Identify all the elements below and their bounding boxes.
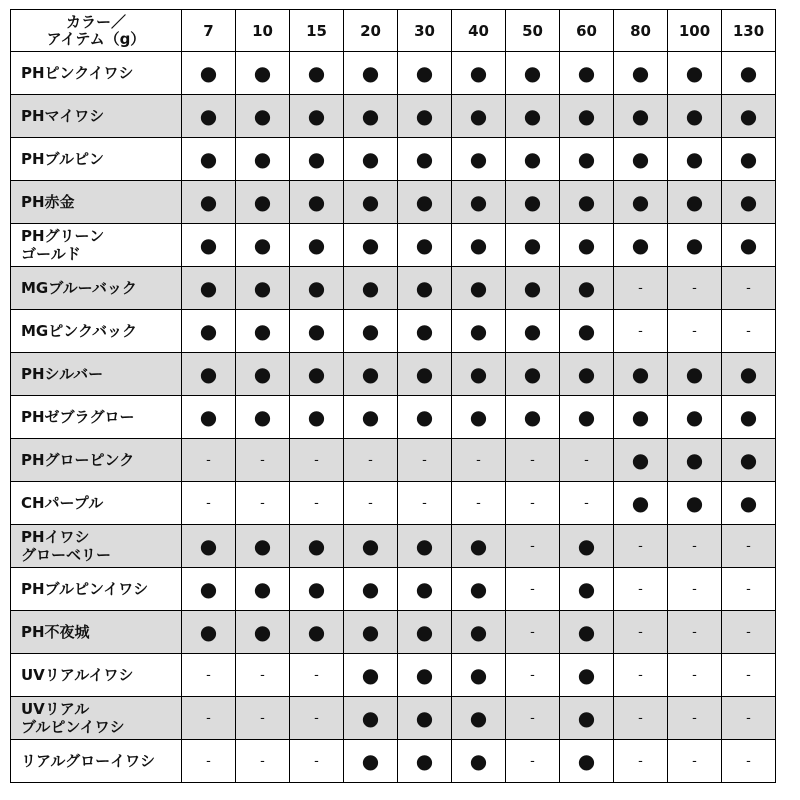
available-mark: ● <box>506 396 560 439</box>
available-mark: ● <box>182 396 236 439</box>
available-mark: ● <box>398 138 452 181</box>
unavailable-mark: - <box>722 740 776 783</box>
unavailable-mark: - <box>722 267 776 310</box>
color-name-cell: CHパープル <box>11 482 182 525</box>
available-mark: ● <box>236 224 290 267</box>
weight-header-8: 80 <box>614 10 668 52</box>
available-mark: ● <box>182 95 236 138</box>
available-mark: ● <box>398 568 452 611</box>
unavailable-mark: - <box>398 482 452 525</box>
available-mark: ● <box>344 224 398 267</box>
color-availability-table <box>10 9 776 783</box>
unavailable-mark: - <box>506 525 560 568</box>
unavailable-mark: - <box>722 310 776 353</box>
unavailable-mark: - <box>182 439 236 482</box>
available-mark: ● <box>560 181 614 224</box>
available-mark: ● <box>290 353 344 396</box>
available-mark: ● <box>398 396 452 439</box>
available-mark: ● <box>344 611 398 654</box>
available-mark: ● <box>560 611 614 654</box>
unavailable-mark: - <box>668 697 722 740</box>
available-mark: ● <box>506 138 560 181</box>
available-mark: ● <box>668 439 722 482</box>
unavailable-mark: - <box>506 740 560 783</box>
available-mark: ● <box>560 396 614 439</box>
available-mark: ● <box>398 611 452 654</box>
unavailable-mark: - <box>614 310 668 353</box>
available-mark: ● <box>722 439 776 482</box>
weight-header-9: 100 <box>668 10 722 52</box>
unavailable-mark: - <box>722 611 776 654</box>
table-row <box>11 568 776 611</box>
color-name-cell: PHイワシ グローベリー <box>11 525 182 568</box>
available-mark: ● <box>290 310 344 353</box>
table-row <box>11 181 776 224</box>
available-mark: ● <box>560 310 614 353</box>
available-mark: ● <box>452 310 506 353</box>
unavailable-mark: - <box>614 740 668 783</box>
unavailable-mark: - <box>236 697 290 740</box>
available-mark: ● <box>452 654 506 697</box>
available-mark: ● <box>344 697 398 740</box>
available-mark: ● <box>344 52 398 95</box>
unavailable-mark: - <box>614 568 668 611</box>
unavailable-mark: - <box>668 568 722 611</box>
color-name-cell: PHマイワシ <box>11 95 182 138</box>
available-mark: ● <box>722 482 776 525</box>
table-row <box>11 138 776 181</box>
available-mark: ● <box>668 353 722 396</box>
available-mark: ● <box>506 52 560 95</box>
unavailable-mark: - <box>290 654 344 697</box>
unavailable-mark: - <box>668 310 722 353</box>
unavailable-mark: - <box>236 740 290 783</box>
available-mark: ● <box>452 224 506 267</box>
color-name-cell: PH赤金 <box>11 181 182 224</box>
unavailable-mark: - <box>452 439 506 482</box>
available-mark: ● <box>506 267 560 310</box>
unavailable-mark: - <box>182 654 236 697</box>
color-name-cell: PHブルピンイワシ <box>11 568 182 611</box>
available-mark: ● <box>398 310 452 353</box>
unavailable-mark: - <box>614 654 668 697</box>
available-mark: ● <box>452 611 506 654</box>
available-mark: ● <box>398 740 452 783</box>
unavailable-mark: - <box>290 740 344 783</box>
weight-header-3: 20 <box>344 10 398 52</box>
unavailable-mark: - <box>506 697 560 740</box>
available-mark: ● <box>560 52 614 95</box>
available-mark: ● <box>290 224 344 267</box>
table-row <box>11 267 776 310</box>
available-mark: ● <box>182 310 236 353</box>
unavailable-mark: - <box>668 267 722 310</box>
unavailable-mark: - <box>722 697 776 740</box>
available-mark: ● <box>290 525 344 568</box>
available-mark: ● <box>398 654 452 697</box>
unavailable-mark: - <box>236 482 290 525</box>
available-mark: ● <box>614 138 668 181</box>
available-mark: ● <box>722 52 776 95</box>
available-mark: ● <box>236 525 290 568</box>
available-mark: ● <box>560 740 614 783</box>
available-mark: ● <box>614 224 668 267</box>
available-mark: ● <box>560 95 614 138</box>
weight-header-2: 15 <box>290 10 344 52</box>
available-mark: ● <box>344 568 398 611</box>
available-mark: ● <box>344 396 398 439</box>
weight-header-5: 40 <box>452 10 506 52</box>
available-mark: ● <box>614 353 668 396</box>
available-mark: ● <box>236 138 290 181</box>
available-mark: ● <box>668 138 722 181</box>
unavailable-mark: - <box>236 439 290 482</box>
weight-header-0: 7 <box>182 10 236 52</box>
available-mark: ● <box>236 52 290 95</box>
available-mark: ● <box>236 181 290 224</box>
available-mark: ● <box>560 654 614 697</box>
available-mark: ● <box>344 95 398 138</box>
table-row <box>11 224 776 267</box>
table-row <box>11 482 776 525</box>
available-mark: ● <box>182 267 236 310</box>
available-mark: ● <box>290 95 344 138</box>
available-mark: ● <box>398 353 452 396</box>
available-mark: ● <box>344 525 398 568</box>
unavailable-mark: - <box>668 654 722 697</box>
table-body <box>11 52 776 783</box>
available-mark: ● <box>398 697 452 740</box>
available-mark: ● <box>722 353 776 396</box>
available-mark: ● <box>182 181 236 224</box>
available-mark: ● <box>668 181 722 224</box>
available-mark: ● <box>182 611 236 654</box>
available-mark: ● <box>236 353 290 396</box>
weight-header-10: 130 <box>722 10 776 52</box>
unavailable-mark: - <box>344 482 398 525</box>
available-mark: ● <box>182 353 236 396</box>
weight-header-7: 60 <box>560 10 614 52</box>
available-mark: ● <box>614 396 668 439</box>
color-name-cell: PH不夜城 <box>11 611 182 654</box>
available-mark: ● <box>668 52 722 95</box>
available-mark: ● <box>668 224 722 267</box>
available-mark: ● <box>560 267 614 310</box>
available-mark: ● <box>236 568 290 611</box>
available-mark: ● <box>182 224 236 267</box>
available-mark: ● <box>290 611 344 654</box>
available-mark: ● <box>290 267 344 310</box>
available-mark: ● <box>722 224 776 267</box>
available-mark: ● <box>722 396 776 439</box>
available-mark: ● <box>614 482 668 525</box>
available-mark: ● <box>452 568 506 611</box>
unavailable-mark: - <box>182 697 236 740</box>
unavailable-mark: - <box>614 267 668 310</box>
available-mark: ● <box>614 52 668 95</box>
available-mark: ● <box>398 52 452 95</box>
available-mark: ● <box>344 654 398 697</box>
table-row <box>11 353 776 396</box>
table-row <box>11 95 776 138</box>
available-mark: ● <box>452 52 506 95</box>
available-mark: ● <box>452 525 506 568</box>
color-name-cell: MGピンクバック <box>11 310 182 353</box>
color-name-cell: PHグローピンク <box>11 439 182 482</box>
available-mark: ● <box>452 181 506 224</box>
available-mark: ● <box>398 224 452 267</box>
weight-header-6: 50 <box>506 10 560 52</box>
available-mark: ● <box>398 181 452 224</box>
available-mark: ● <box>560 224 614 267</box>
available-mark: ● <box>506 224 560 267</box>
unavailable-mark: - <box>344 439 398 482</box>
corner-header: カラー／ アイテム（g） <box>11 10 182 52</box>
available-mark: ● <box>344 310 398 353</box>
unavailable-mark: - <box>452 482 506 525</box>
unavailable-mark: - <box>614 611 668 654</box>
table-row <box>11 52 776 95</box>
unavailable-mark: - <box>668 740 722 783</box>
unavailable-mark: - <box>560 482 614 525</box>
unavailable-mark: - <box>614 697 668 740</box>
color-name-cell: PHピンクイワシ <box>11 52 182 95</box>
available-mark: ● <box>344 181 398 224</box>
color-name-cell: UVリアルイワシ <box>11 654 182 697</box>
unavailable-mark: - <box>506 654 560 697</box>
unavailable-mark: - <box>614 525 668 568</box>
available-mark: ● <box>560 353 614 396</box>
unavailable-mark: - <box>506 482 560 525</box>
table-row <box>11 439 776 482</box>
unavailable-mark: - <box>290 482 344 525</box>
available-mark: ● <box>290 52 344 95</box>
unavailable-mark: - <box>506 611 560 654</box>
table-row <box>11 611 776 654</box>
available-mark: ● <box>290 568 344 611</box>
available-mark: ● <box>290 396 344 439</box>
color-name-cell: UVリアル ブルピンイワシ <box>11 697 182 740</box>
table-row <box>11 654 776 697</box>
available-mark: ● <box>344 353 398 396</box>
available-mark: ● <box>452 267 506 310</box>
available-mark: ● <box>560 697 614 740</box>
color-name-cell: PHブルピン <box>11 138 182 181</box>
available-mark: ● <box>614 181 668 224</box>
unavailable-mark: - <box>236 654 290 697</box>
table-row <box>11 310 776 353</box>
available-mark: ● <box>722 138 776 181</box>
color-name-cell: リアルグローイワシ <box>11 740 182 783</box>
unavailable-mark: - <box>560 439 614 482</box>
table-header-row <box>11 10 776 52</box>
unavailable-mark: - <box>722 654 776 697</box>
available-mark: ● <box>722 181 776 224</box>
available-mark: ● <box>614 95 668 138</box>
available-mark: ● <box>398 95 452 138</box>
color-name-cell: PHシルバー <box>11 353 182 396</box>
available-mark: ● <box>560 525 614 568</box>
unavailable-mark: - <box>506 439 560 482</box>
color-availability-table-wrapper <box>10 9 776 783</box>
available-mark: ● <box>560 138 614 181</box>
unavailable-mark: - <box>182 740 236 783</box>
available-mark: ● <box>452 353 506 396</box>
available-mark: ● <box>344 740 398 783</box>
weight-header-1: 10 <box>236 10 290 52</box>
available-mark: ● <box>236 396 290 439</box>
unavailable-mark: - <box>182 482 236 525</box>
available-mark: ● <box>344 138 398 181</box>
unavailable-mark: - <box>290 439 344 482</box>
available-mark: ● <box>506 353 560 396</box>
available-mark: ● <box>722 95 776 138</box>
table-row <box>11 525 776 568</box>
available-mark: ● <box>668 396 722 439</box>
available-mark: ● <box>452 138 506 181</box>
available-mark: ● <box>452 396 506 439</box>
color-name-cell: MGブルーバック <box>11 267 182 310</box>
available-mark: ● <box>290 181 344 224</box>
available-mark: ● <box>290 138 344 181</box>
available-mark: ● <box>182 525 236 568</box>
available-mark: ● <box>182 138 236 181</box>
available-mark: ● <box>452 740 506 783</box>
color-name-cell: PHグリーン ゴールド <box>11 224 182 267</box>
available-mark: ● <box>398 525 452 568</box>
available-mark: ● <box>506 310 560 353</box>
color-name-cell: PHゼブラグロー <box>11 396 182 439</box>
unavailable-mark: - <box>722 525 776 568</box>
available-mark: ● <box>398 267 452 310</box>
available-mark: ● <box>236 95 290 138</box>
available-mark: ● <box>236 267 290 310</box>
unavailable-mark: - <box>398 439 452 482</box>
unavailable-mark: - <box>506 568 560 611</box>
available-mark: ● <box>452 95 506 138</box>
available-mark: ● <box>668 482 722 525</box>
available-mark: ● <box>236 611 290 654</box>
available-mark: ● <box>182 568 236 611</box>
available-mark: ● <box>506 95 560 138</box>
available-mark: ● <box>236 310 290 353</box>
weight-header-4: 30 <box>398 10 452 52</box>
table-row <box>11 740 776 783</box>
table-row <box>11 697 776 740</box>
available-mark: ● <box>560 568 614 611</box>
available-mark: ● <box>614 439 668 482</box>
unavailable-mark: - <box>668 525 722 568</box>
unavailable-mark: - <box>668 611 722 654</box>
unavailable-mark: - <box>290 697 344 740</box>
available-mark: ● <box>668 95 722 138</box>
available-mark: ● <box>452 697 506 740</box>
unavailable-mark: - <box>722 568 776 611</box>
table-row <box>11 396 776 439</box>
available-mark: ● <box>506 181 560 224</box>
available-mark: ● <box>182 52 236 95</box>
available-mark: ● <box>344 267 398 310</box>
